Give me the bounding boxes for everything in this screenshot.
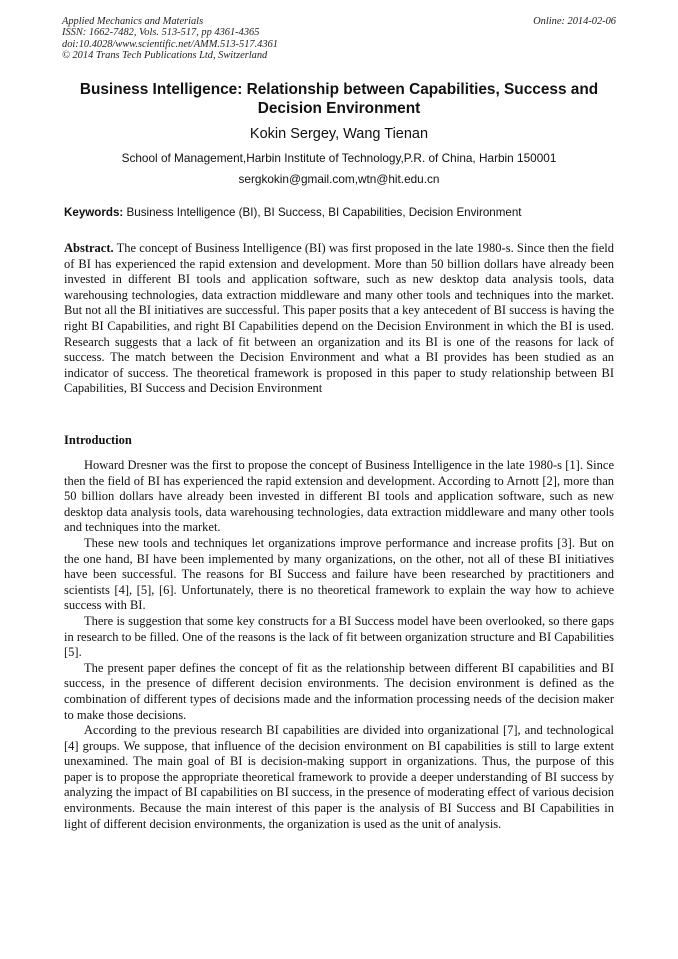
keywords [64,206,616,220]
abstract-label: Abstract. [64,241,114,255]
copyright-line: © 2014 Trans Tech Publications Ltd, Switzerland [62,50,268,62]
paragraph: These new tools and techniques let organizations improve performance and increase profits [3]. But on the one hand, BI have been implemented by many organizations, on the other, not all of these BI initiatives have been successful. The reasons for BI Success and failure have been researched by practitioners and scientists [4], [5], [6]. Unfortunately, there is no theoretical framework to explain the way how to achieve success with BI. [64,535,614,613]
abstract-text: The concept of Business Intelligence (BI) was first proposed in the late 1980-s. Since then the field of BI has experienced the rapid extension and development. More than 50 billion dollars have already been invested in different BI tools and application software, such as new desktop data analysis tools, data warehousing technologies, data extraction middleware and many other tools and techniques into the market. But not all the BI initiatives are successful. This paper posits that a key antecedent of BI success is having the right BI Capabilities, and right BI Capabilities depend on the Decision Environment in which the BI is used. Research suggests that a lack of fit between an organization and its BI is one of the reasons for lack of success. The match between the Decision Environment and what a BI provides has been studied as an indicator of success. The theoretical framework is proposed in this paper to study relationship between BI Capabilities, BI Success and Decision Environment [64,241,614,396]
journal-name: Applied Mechanics and Materials [62,16,204,27]
introduction-body [64,458,614,832]
abstract [64,241,614,397]
online-date: Online: 2014-02-06 [533,16,616,27]
issn-line: ISSN: 1662-7482, Vols. 513-517, pp 4361-4365 [62,27,260,39]
paragraph: Howard Dresner was the first to propose the concept of Business Intelligence in the late 1980-s [1]. Since then the field of BI has experienced the rapid extension and development. According to Arnott [2], more than 50 billion dollars have already been invested in different BI tools and application software, such as new desktop data analysis tools, data warehousing technologies, data extraction middleware and many other tools and techniques into the market. [64,458,614,535]
journal-header [62,16,482,62]
keywords-label: Keywords: [64,206,124,219]
paragraph: The present paper defines the concept of fit as the relationship between different BI capabilities and BI success, in the presence of different decision environments. The decision environment is defined as the combination of different types of decisions made and the information processing needs of the decision maker to make those decisions. [64,660,614,722]
paragraph: There is suggestion that some key constructs for a BI Success model have been overlooked, so there gaps in research to be filled. One of the reasons is the lack of fit between organization structure and BI Capabilities [5]. [64,613,614,660]
section-heading-introduction: Introduction [64,433,132,447]
author-email[interactable]: sergkokin@gmail.com,wtn@hit.edu.cn [238,172,440,186]
paragraph: According to the previous research BI capabilities are divided into organizational [7], and technological [4] groups. We suppose, that influence of the decision environment on BI capabilities is still to large extent unexamined. The main goal of BI is decision-making support in organizations. Thus, the purpose of this paper is to propose the appropriate theoretical framework to provide a deeper understanding of BI success by analyzing the impact of BI capabilities on BI success, in the presence of moderating effect of various decision environments. Because the main interest of this paper is the analysis of BI Success and BI Capabilities in light of different decision environments, the organization is used as the unit of analysis. [64,723,614,831]
keywords-text: Business Intelligence (BI), BI Success, BI Capabilities, Decision Environment [126,206,522,219]
paper-title: Business Intelligence: Relationship between Capabilities, Success and Decision Environment [79,81,599,117]
authors: Kokin Sergey, Wang Tienan [249,126,429,142]
doi-line[interactable]: doi:10.4028/www.scientific.net/AMM.513-517.4361 [62,38,278,50]
affiliation: School of Management,Harbin Institute of Technology,P.R. of China, Harbin 150001 [121,151,557,165]
